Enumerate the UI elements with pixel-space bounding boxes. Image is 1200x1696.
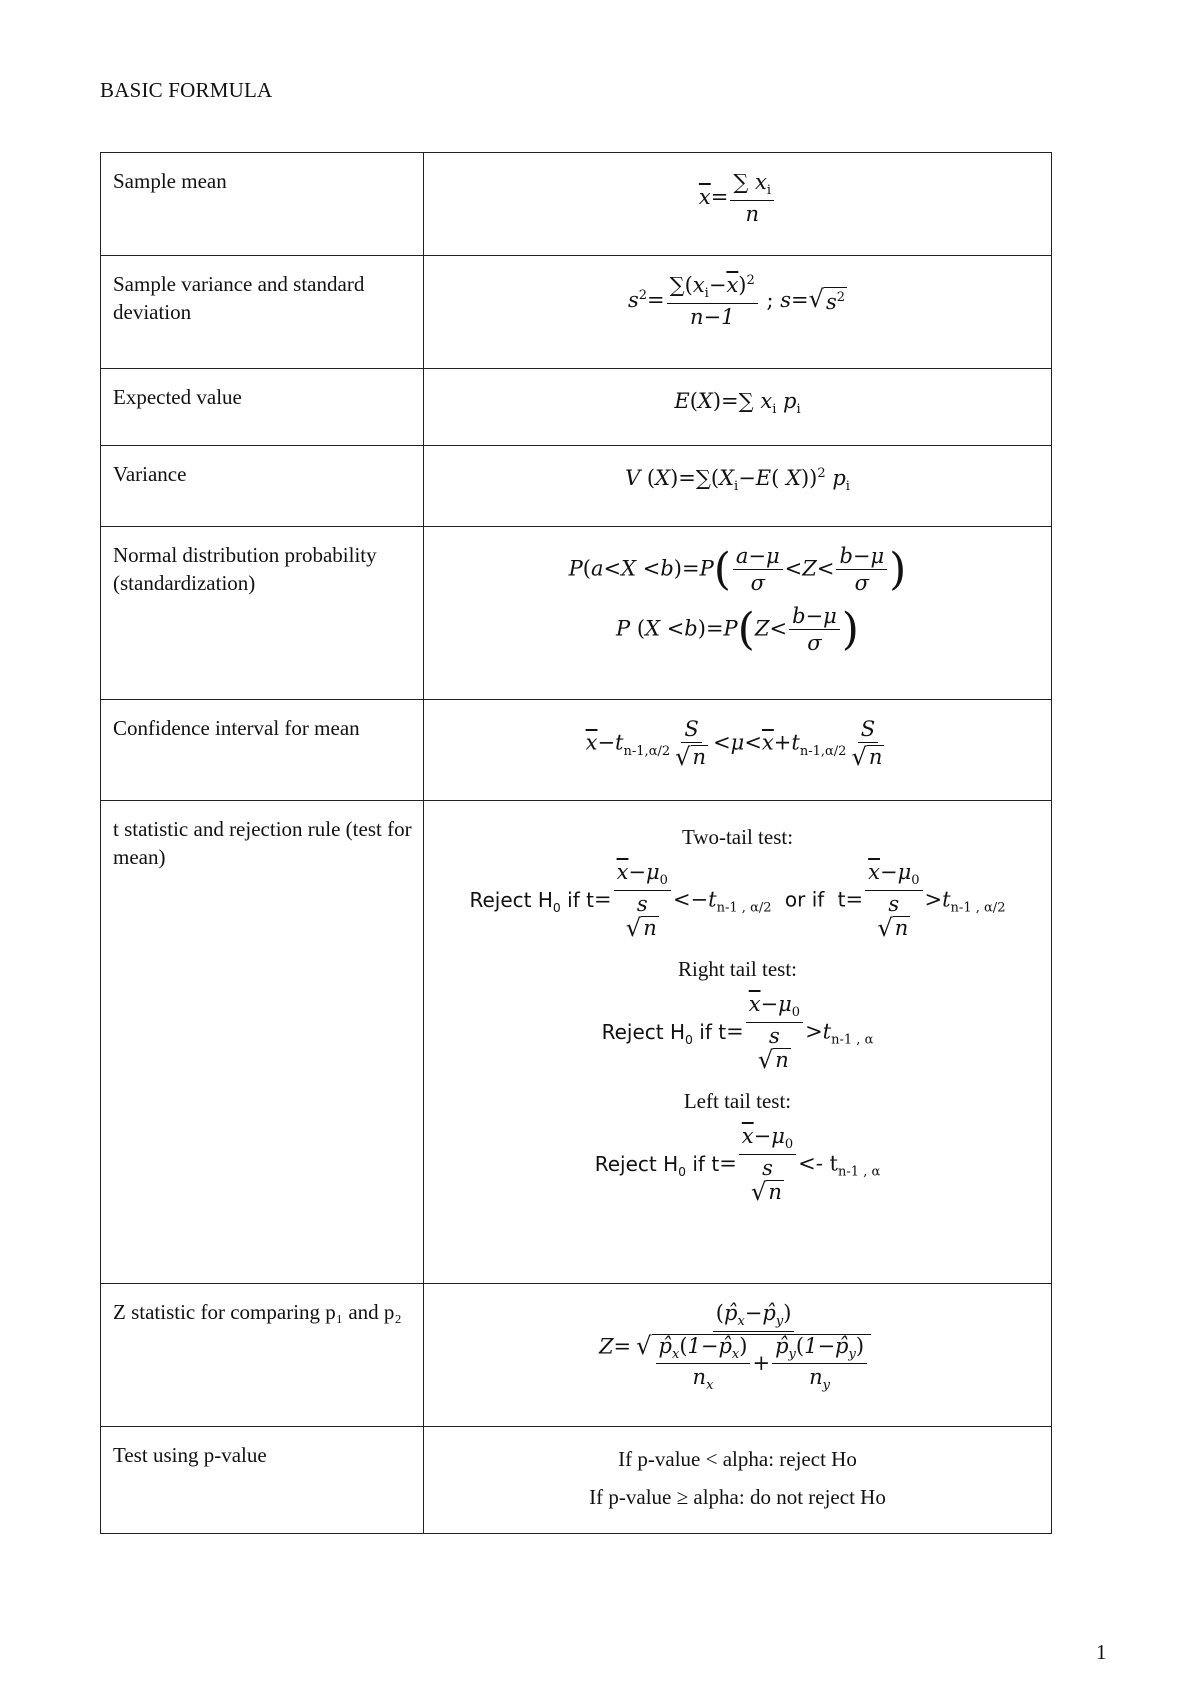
formula-cell — [424, 369, 1052, 446]
row-label: Test using p-value — [101, 1427, 424, 1534]
row-label: Sample variance and standard deviation — [101, 256, 424, 369]
if-text: if — [692, 1151, 705, 1176]
row-label: Normal distribution probability (standardization) — [101, 527, 424, 700]
expected-value-formula: E(X)=∑ $x_i$ $p_i$ — [674, 389, 801, 418]
table-row — [101, 700, 1052, 801]
confidence-interval-formula: $\overline{x}-t_{n-1,\alpha/2}$ S √ n $<\mu<\overline{x}+t_{n-1,\alpha/2}$ S √ n — [585, 717, 883, 772]
two-tail-caption: Two-tail test: — [681, 825, 794, 849]
pvalue-line-2: If p-value ≥ alpha: do not reject Ho — [589, 1485, 886, 1510]
if-text: if — [699, 1019, 712, 1044]
formula-cell — [424, 446, 1052, 527]
left-tail-formula: Reject $H_0$ if t= $\overline{x}-\mu_0$ s √ n <- $t_{n-1 , \alpha}$ — [594, 1124, 881, 1206]
or-if-text: or if — [784, 887, 825, 912]
sample-mean-formula: $\overline{x}=$ $\frac{\sum x_i}{n}$ — [432, 171, 1043, 226]
row-label: Expected value — [101, 369, 424, 446]
reject-text: Reject H — [601, 1019, 686, 1044]
left-tail-caption: Left tail test: — [683, 1089, 792, 1114]
table-row — [101, 256, 1052, 369]
z-statistic-formula: Z= $(p̂_x-p̂_y)$ √ $\frac{p̂_x(1-p̂_x)}{n_x}$ + $\frac{p̂_y(1-p̂_y)}{n_y}$ — [432, 1302, 1043, 1394]
table-row — [101, 446, 1052, 527]
reject-text: Reject H — [594, 1151, 679, 1176]
formula-cell — [424, 256, 1052, 369]
pvalue-line-1: If p-value < alpha: reject Ho — [618, 1447, 857, 1471]
table-row — [101, 1284, 1052, 1427]
if-text: if — [567, 887, 580, 912]
sample-variance-formula: $s^2=$ $\frac{\sum(x_i-\overline{x})^2}{n-1}$ ; s= √ $s^2$ — [627, 273, 846, 329]
row-label: t statistic and rejection rule (test for mean) — [101, 801, 424, 1284]
table-row — [101, 1427, 1052, 1534]
row-label: Z statistic for comparing p₁ and p₂ — [101, 1284, 424, 1427]
right-tail-caption: Right tail test: — [678, 957, 797, 982]
formula-table — [100, 152, 1052, 1534]
normal-prob-formula-1: P(a<X <b)=P( $\frac{a-\mu}{\sigma}$ <Z< $\frac{b-\mu}{\sigma}$ ) — [568, 544, 907, 596]
formula-cell — [424, 801, 1052, 1284]
row-label: Variance — [101, 446, 424, 527]
normal-prob-formula-2: P (X <b)=P(Z< $\frac{b-\mu}{\sigma}$ ) — [616, 604, 859, 656]
page-title: BASIC FORMULA — [100, 78, 273, 102]
reject-text: Reject H — [469, 887, 553, 912]
table-row — [101, 369, 1052, 446]
two-tail-formula: Reject $H_0$ if t= $\overline{x}-\mu_0$ s √ n $<-t_{n-1 , \alpha/2}$ or if t= $\overline{x}-\mu_0$ s √ n $>t_{n-1 , \alpha/2}$ — [469, 860, 1006, 942]
page-number: 1 — [1096, 1640, 1107, 1664]
table-row — [101, 527, 1052, 700]
formula-cell — [424, 1427, 1052, 1534]
formula-cell — [424, 527, 1052, 700]
table-row — [101, 153, 1052, 256]
formula-cell — [424, 700, 1052, 801]
variance-formula: V $(X)=\sum(X_i-E$( X))$^2$ $p_i$ — [625, 466, 850, 495]
row-label: Sample mean — [101, 153, 424, 256]
formula-cell — [424, 153, 1052, 256]
right-tail-formula: Reject $H_0$ if t= $\overline{x}-\mu_0$ s √ n $>t_{n-1 , \alpha}$ — [601, 992, 874, 1074]
table-row — [101, 801, 1052, 1284]
row-label: Confidence interval for mean — [101, 700, 424, 801]
formula-cell — [424, 1284, 1052, 1427]
